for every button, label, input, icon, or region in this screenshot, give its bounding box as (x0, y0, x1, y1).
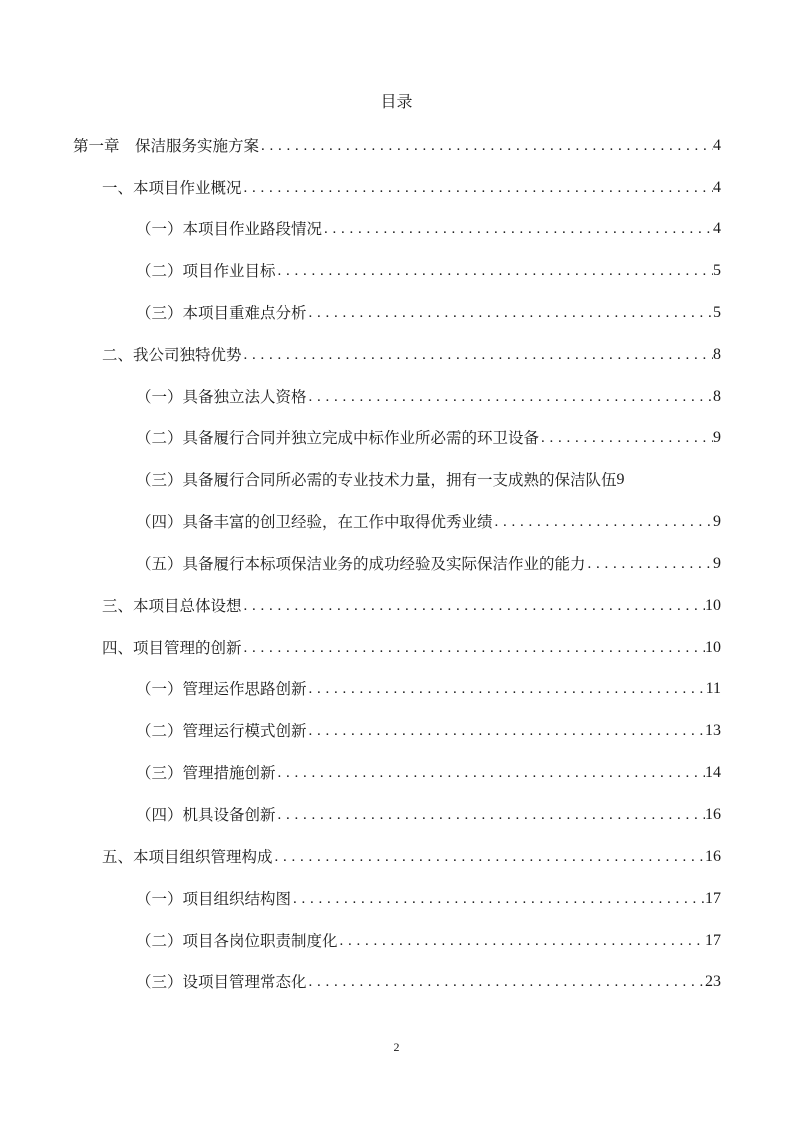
toc-entry-label: （一）具备独立法人资格 (136, 388, 307, 406)
dot-leader (242, 636, 705, 660)
toc-entry[interactable] (136, 887, 721, 911)
toc-entry-page: 11 (705, 680, 721, 697)
dot-leader (307, 677, 706, 701)
toc-entry-page: 13 (705, 722, 721, 739)
toc-entry[interactable] (136, 929, 721, 953)
toc-entry-label: （一）项目组织结构图 (136, 890, 292, 908)
dot-leader (307, 719, 705, 743)
toc-entry-label: 第一章 保洁服务实施方案 (73, 137, 260, 155)
toc-entry[interactable] (102, 594, 721, 618)
dot-leader (493, 510, 713, 534)
toc-entry[interactable] (102, 636, 721, 660)
toc-entry-page: 4 (713, 137, 721, 154)
toc-entry[interactable] (136, 803, 721, 827)
toc-entry[interactable] (136, 552, 721, 576)
toc-entry-label: （三）本项目重难点分析 (136, 304, 307, 322)
toc-entry-label: （三）管理措施创新 (136, 764, 276, 782)
toc-entry-page: 5 (713, 304, 721, 321)
toc-entry-page: 9 (713, 429, 721, 446)
toc-entry-page: 5 (713, 262, 721, 279)
toc-entry-page: 16 (705, 806, 721, 823)
dot-leader (259, 134, 713, 158)
dot-leader (322, 217, 713, 241)
toc-entry[interactable] (73, 134, 721, 158)
dot-leader (242, 594, 705, 618)
dot-leader (276, 761, 705, 785)
toc-entry-page: 4 (713, 179, 721, 196)
toc-entry-label: （二）项目作业目标 (136, 262, 276, 280)
toc-entry[interactable] (102, 176, 721, 200)
dot-leader (307, 301, 713, 325)
toc-entry-label: 三、本项目总体设想 (102, 597, 242, 615)
toc-entry-page: 8 (713, 388, 721, 405)
toc-entry-label: （五）具备履行本标项保洁业务的成功经验及实际保洁作业的能力 (136, 555, 586, 573)
dot-leader (307, 970, 705, 994)
dot-leader (307, 385, 713, 409)
toc-entry-label: （二）管理运行模式创新 (136, 722, 307, 740)
toc-entry-label: （一）本项目作业路段情况 (136, 220, 323, 238)
dot-leader (242, 343, 713, 367)
dot-leader (586, 552, 713, 576)
dot-leader (273, 845, 705, 869)
toc-entry-page: 9 (713, 513, 721, 530)
toc-entry-page: 10 (705, 639, 721, 656)
toc-entry-label: 二、我公司独特优势 (102, 346, 242, 364)
toc-entry-label: （三）具备履行合同所必需的专业技术力量，拥有一支成熟的保洁队伍 (136, 471, 617, 489)
toc-entry-page: 16 (705, 848, 721, 865)
toc-entry[interactable] (136, 301, 721, 325)
toc-entry-label: 五、本项目组织管理构成 (102, 848, 273, 866)
toc-entry-label: （四）具备丰富的创卫经验，在工作中取得优秀业绩 (136, 513, 493, 531)
toc-entry[interactable] (136, 259, 721, 283)
toc-entry[interactable] (102, 343, 721, 367)
toc-entry-page: 17 (705, 890, 721, 907)
toc-entry-label: 四、项目管理的创新 (102, 639, 242, 657)
toc-entry-page: 9 (713, 555, 721, 572)
dot-leader (291, 887, 705, 911)
toc-entry-label: （二）具备履行合同并独立完成中标作业所必需的环卫设备 (136, 429, 540, 447)
toc-entry-page: 10 (705, 597, 721, 614)
toc-entry-label: （三）设项目管理常态化 (136, 973, 307, 991)
toc-entry[interactable] (136, 385, 721, 409)
toc-entry[interactable] (136, 970, 721, 994)
toc-entry-page: 4 (713, 220, 721, 237)
dot-leader (338, 929, 705, 953)
toc-entry[interactable] (102, 845, 721, 869)
dot-leader (242, 176, 713, 200)
toc-entry-page: 8 (713, 346, 721, 363)
dot-leader (276, 803, 705, 827)
toc-entry-label: （二）项目各岗位职责制度化 (136, 932, 338, 950)
toc-entry[interactable] (136, 677, 721, 701)
toc-entry[interactable] (136, 426, 721, 450)
toc-entry-page: 23 (705, 973, 721, 990)
toc-entry[interactable] (136, 719, 721, 743)
toc-entry-page: 9 (616, 471, 625, 488)
toc-entry-page: 14 (705, 764, 721, 781)
toc-entry-label: （一）管理运作思路创新 (136, 680, 307, 698)
toc-entry[interactable] (136, 510, 721, 534)
toc-entry[interactable] (136, 217, 721, 241)
page-number: 2 (393, 1040, 400, 1054)
toc-title: 目录 (380, 92, 413, 111)
toc-entry-label: 一、本项目作业概况 (102, 179, 242, 197)
toc-entry[interactable] (136, 761, 721, 785)
toc-entry-label: （四）机具设备创新 (136, 806, 276, 824)
dot-leader (276, 259, 713, 283)
dot-leader (539, 426, 713, 450)
toc-entry-page: 17 (705, 932, 721, 949)
toc-entry[interactable] (136, 468, 721, 492)
